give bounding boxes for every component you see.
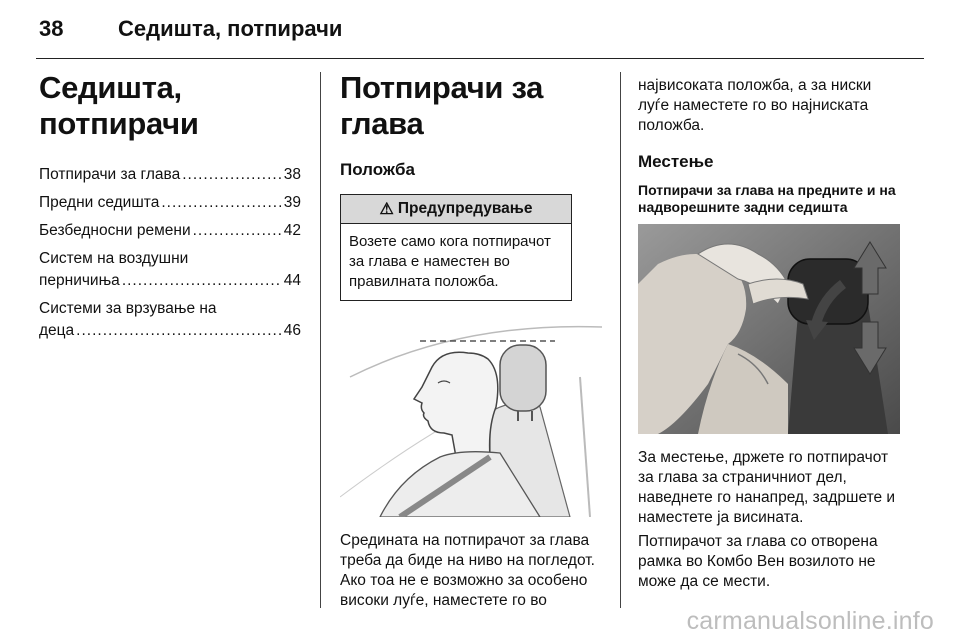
subsection-title: Положба <box>340 160 415 179</box>
column-divider-1 <box>320 72 321 608</box>
warning-box <box>340 194 572 301</box>
toc-item[interactable] <box>39 164 301 186</box>
toc-page-number: 38 <box>283 166 301 183</box>
toc-leader-dots <box>161 192 281 214</box>
toc-entry-title: Безбедносни ремени <box>39 222 191 239</box>
headrest-adjustment-photo <box>638 224 900 434</box>
page-number: 38 <box>39 16 64 41</box>
toc-leader-dots <box>122 270 282 292</box>
header-title: Седишта, потпирачи <box>118 16 343 41</box>
adjustment-subheading: Потпирачи за глава на предните и на надворешните задни седишта <box>638 182 896 215</box>
toc-leader-dots <box>193 220 282 242</box>
headrest-position-illustration <box>340 317 602 517</box>
adjustment-heading: Местење <box>638 152 714 171</box>
right-column <box>638 76 904 592</box>
toc-item[interactable] <box>39 220 301 242</box>
toc-entry-title: перничиња <box>39 272 120 289</box>
toc-page-number: 46 <box>283 322 301 339</box>
toc-entry-title: Предни седишта <box>39 194 160 211</box>
left-column <box>39 70 301 348</box>
warning-triangle-icon: ⚠ <box>379 201 394 218</box>
toc-page-number: 42 <box>283 222 301 239</box>
watermark: carmanualsonline.info <box>686 607 934 635</box>
toc-entry-title: деца <box>39 322 75 339</box>
body-paragraph-continued: највисоката положба, а за ниски луѓе наместете го во најниската положба. <box>638 77 872 134</box>
toc-entry-title: Системи за врзување на <box>39 300 217 317</box>
warning-title: Предупредување <box>397 200 533 217</box>
middle-column <box>340 70 604 611</box>
column-divider-2 <box>620 72 621 608</box>
section-title: Потпирачи за глава <box>340 70 544 141</box>
toc-leader-dots <box>76 320 282 342</box>
warning-text: Возете само кога потпирачот за глава е наместен во правилната положба. <box>349 233 551 290</box>
toc-item[interactable] <box>39 248 301 292</box>
toc-entry-title: Систем на воздушни <box>39 250 189 267</box>
warning-header <box>341 195 571 224</box>
toc-page-number: 39 <box>283 194 301 211</box>
header-divider <box>36 58 924 59</box>
table-of-contents <box>39 164 301 342</box>
adjustment-paragraph: За местење, држете го потпирачот за глава за страничниот дел, наведнете го нанапред, задршете и наместете ја висината. <box>638 449 896 526</box>
page-header <box>0 0 960 62</box>
combo-van-paragraph: Потпирачот за глава со отворена рамка во Комбо Вен возилото не може да се мести. <box>638 533 878 590</box>
chapter-title: Седишта, потпирачи <box>39 70 199 141</box>
toc-item[interactable] <box>39 192 301 214</box>
toc-item[interactable] <box>39 298 301 342</box>
toc-page-number: 44 <box>283 272 301 289</box>
toc-leader-dots <box>182 164 282 186</box>
body-paragraph: Средината на потпирачот за глава треба да биде на ниво на погледот. Ако тоа не е возможно за особено високи луѓе, наместете го во <box>340 532 595 609</box>
toc-entry-title: Потпирачи за глава <box>39 166 181 183</box>
